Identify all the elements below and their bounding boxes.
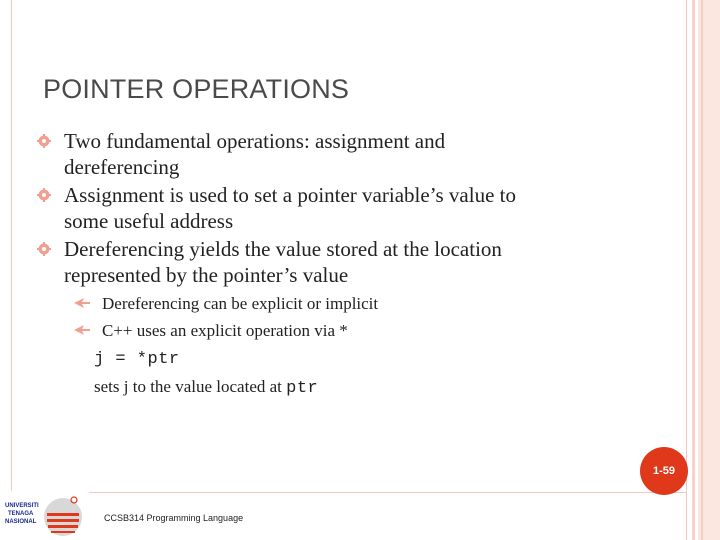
- bullet-item: [36, 236, 646, 288]
- bullet-line: Assignment is used to set a pointer variable’s value to: [64, 183, 516, 207]
- code-text: j = *ptr: [94, 350, 180, 369]
- explanation-code: ptr: [286, 379, 319, 398]
- university-logo: [1, 491, 89, 537]
- arrow-bullet-icon: [74, 325, 90, 335]
- svg-text:TENAGA: TENAGA: [8, 511, 34, 517]
- bullet-item: [36, 182, 646, 234]
- svg-text:UNIVERSITI: UNIVERSITI: [5, 503, 39, 509]
- bullet-line: represented by the pointer’s value: [64, 263, 349, 287]
- gear-bullet-icon: [37, 134, 51, 148]
- left-border: [11, 0, 12, 492]
- page-number: 1-59: [652, 465, 676, 477]
- bullet-line: dereferencing: [64, 155, 180, 179]
- svg-text:NASIONAL: NASIONAL: [5, 519, 37, 525]
- bottom-border: [11, 492, 686, 493]
- bullet-line: Two fundamental operations: assignment and: [64, 129, 446, 153]
- bullet-item: [36, 128, 646, 180]
- sub-bullet-text: C++ uses an explicit operation via *: [102, 321, 348, 340]
- right-border-band: [686, 0, 720, 540]
- bullet-line: some useful address: [64, 209, 234, 233]
- sub-bullet-text: Dereferencing can be explicit or implicit: [102, 294, 379, 313]
- arrow-bullet-icon: [74, 298, 90, 308]
- gear-bullet-icon: [37, 188, 51, 202]
- page-number-badge: [640, 447, 688, 495]
- bullet-line: Dereferencing yields the value stored at the location: [64, 237, 502, 261]
- sub-bullet-item: [36, 290, 646, 317]
- gear-bullet-icon: [37, 242, 51, 256]
- sub-bullet-item: [36, 317, 646, 344]
- footer-course: CCSB314 Programming Language: [104, 513, 244, 523]
- explanation-line: [36, 373, 646, 402]
- code-line: [36, 344, 646, 373]
- explanation-text: sets j to the value located at: [94, 377, 287, 396]
- slide-content: [36, 128, 646, 402]
- slide-title: POINTER OPERATIONS: [43, 74, 350, 104]
